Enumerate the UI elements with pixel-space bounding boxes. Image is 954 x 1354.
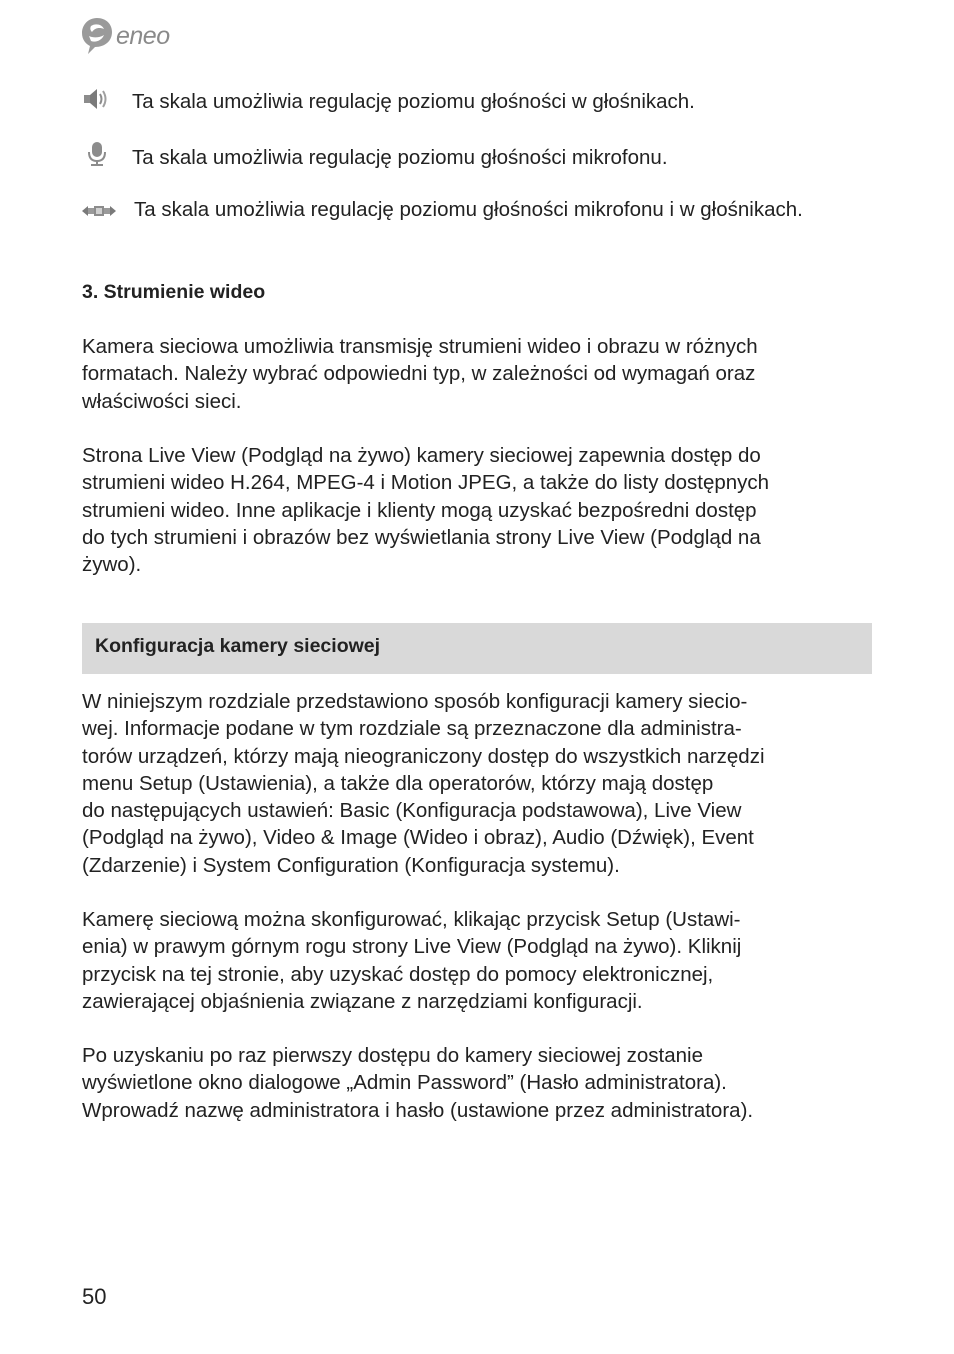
speaker-icon: [82, 87, 112, 118]
page-number: 50: [82, 1284, 107, 1309]
two-way-volume-text: Ta skala umożliwia regulację poziomu głośności mikrofonu i w głośnikach.: [134, 198, 803, 221]
paragraph-config-1: W niniejszym rozdziale przedstawiono sposób konfiguracji kamery siecio- wej. Informacje podane w tym rozdziale są przeznaczone dla administra- torów urządzeń, którzy mają nieograniczony dostęp do wszystkich narzędzi menu Setup (Ustawienia), a także dla operatorów, którzy mają dostęp do następujących ustawień: Basic (Konfiguracja podstawowa), Live View (Podgląd na żywo), Video & Image (Wideo i obraz), Audio (Dźwięk), Event (Zdarzenie) i System Configuration (Konfiguracja systemu).: [82, 690, 765, 877]
paragraph-config-3: Po uzyskaniu po raz pierwszy dostępu do kamery sieciowej zostanie wyświetlone okno dialogowe „Admin Password” (Hasło administratora). Wprowadź nazwę administratora i hasło (ustawione przez administratora).: [82, 1044, 754, 1122]
logo-text: eneo: [116, 21, 170, 50]
list-item-two-way-volume: [82, 196, 882, 226]
two-way-audio-icon: [82, 199, 116, 226]
paragraph-config-2: Kamerę sieciową można skonfigurować, klikając przycisk Setup (Ustawi- enia) w prawym górnym rogu strony Live View (Podgląd na żywo). Kliknij przycisk na tej stronie, aby uzyskać dostęp do pomocy elektronicznej, zawierającej objaśnienia związane z narzędziami konfiguracji.: [82, 908, 742, 1013]
speaker-volume-text: Ta skala umożliwia regulację poziomu głośności w głośnikach.: [132, 90, 695, 113]
microphone-icon: [82, 141, 112, 174]
microphone-volume-text: Ta skala umożliwia regulację poziomu głośności mikrofonu.: [132, 146, 668, 169]
section-header-bar: [82, 623, 872, 674]
paragraph-video-streams-1: Kamera sieciowa umożliwia transmisję strumieni wideo i obrazu w różnych formatach. Należy wybrać odpowiedni typ, w zależności od wymagań oraz właściwości sieci.: [82, 335, 758, 413]
list-item-microphone-volume: [82, 141, 882, 174]
section-title-camera-config: Konfiguracja kamery sieciowej: [95, 635, 381, 657]
list-item-speaker-volume: [82, 87, 882, 118]
eneo-logo-icon: [80, 16, 114, 56]
section-heading-video-streams: 3. Strumienie wideo: [82, 281, 266, 303]
paragraph-video-streams-2: Strona Live View (Podgląd na żywo) kamery sieciowej zapewnia dostęp do strumieni wideo H.264, MPEG-4 i Motion JPEG, a także do listy dostępnych strumieni wideo. Inne aplikacje i klienty mogą uzyskać bezpośredni dostęp do tych strumieni i obrazów bez wyświetlania strony Live View (Podgląd na żywo).: [82, 444, 770, 577]
brand-logo: [80, 16, 170, 56]
